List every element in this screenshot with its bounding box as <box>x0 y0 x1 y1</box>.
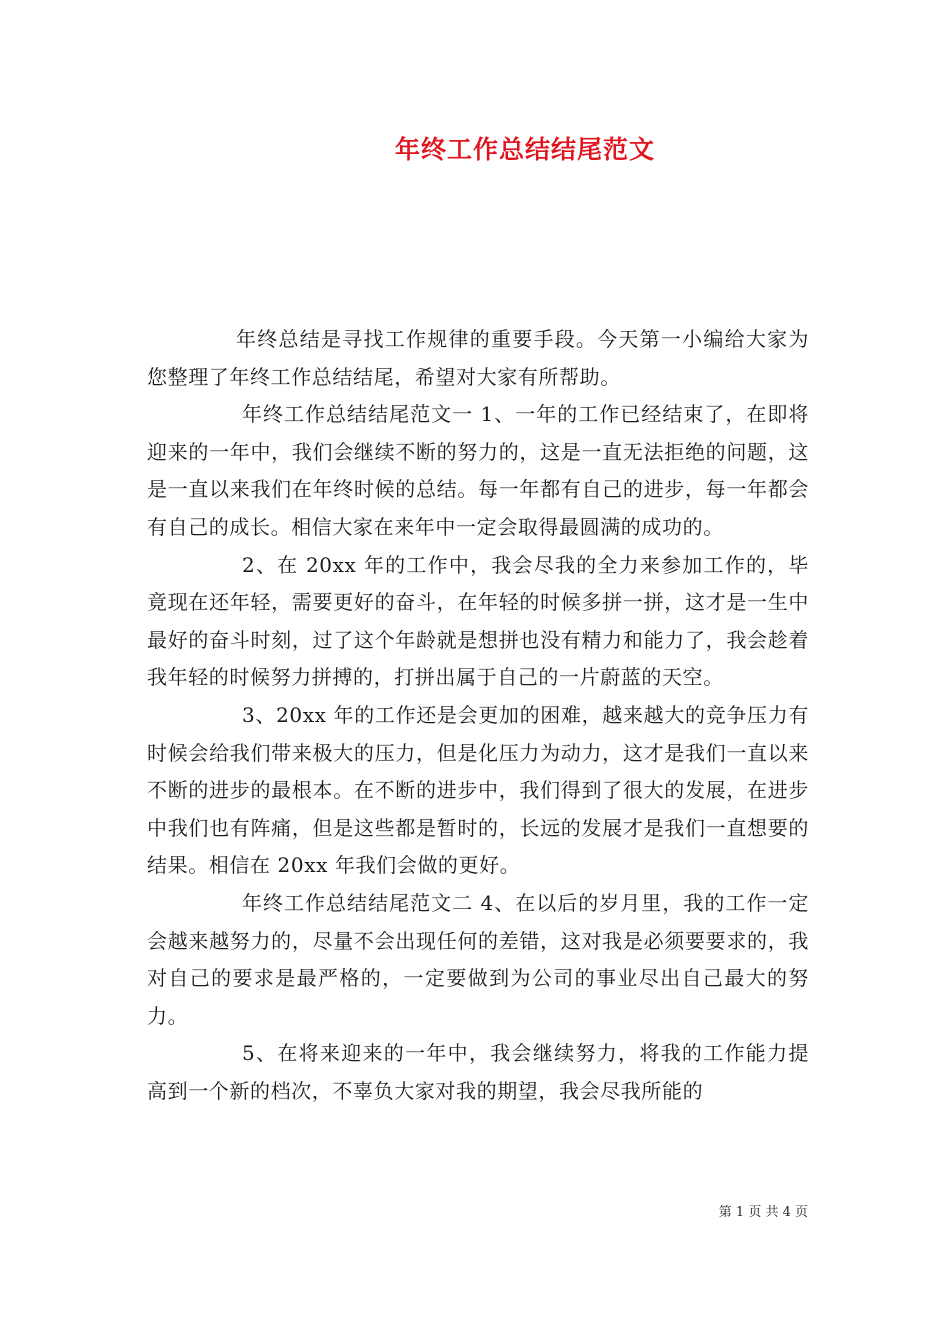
document-title: 年终工作总结结尾范文 <box>394 135 655 164</box>
paragraph-item-2: 2、在 20xx 年的工作中，我会尽我的全力来参加工作的，毕竟现在还年轻，需要更好的奋斗，在年轻的时候多拼一拼，这才是一生中最好的奋斗时刻，过了这个年龄就是想拼也没有精力和能力了，我会趁着我年轻的时候努力拼搏的，打拼出属于自己的一片蔚蓝的天空。 <box>147 552 809 690</box>
page-number: 第 1 页 共 4 页 <box>718 1205 808 1220</box>
paragraph-sample-two: 年终工作总结结尾范文二 4、在以后的岁月里，我的工作一定会越来越努力的，尽量不会出现任何的差错，这对我是必须要要求的，我对自己的要求是最严格的，一定要做到为公司的事业尽出自己最大的努力。 <box>147 890 809 1028</box>
paragraph-item-5: 5、在将来迎来的一年中，我会继续努力，将我的工作能力提高到一个新的档次，不辜负大家对我的期望，我会尽我所能的 <box>147 1041 809 1103</box>
paragraph-intro: 年终总结是寻找工作规律的重要手段。今天第一小编给大家为您整理了年终工作总结结尾，希望对大家有所帮助。 <box>147 327 809 389</box>
paragraph-sample-one: 年终工作总结结尾范文一 1、一年的工作已经结束了，在即将迎来的一年中，我们会继续不断的努力的，这是一直无法拒绝的问题，这是一直以来我们在年终时候的总结。每一年都有自己的进步，每一年都会有自己的成长。相信大家在来年中一定会取得最圆满的成功的。 <box>147 402 809 539</box>
paragraph-item-3: 3、20xx 年的工作还是会更加的困难，越来越大的竞争压力有时候会给我们带来极大的压力，但是化压力为动力，这才是我们一直以来不断的进步的最根本。在不断的进步中，我们得到了很大的发展，在进步中我们也有阵痛，但是这些都是暂时的，长远的发展才是我们一直想要的结果。相信在 20xx 年我们会做的更好。 <box>147 702 809 878</box>
document-body <box>147 321 809 1110</box>
